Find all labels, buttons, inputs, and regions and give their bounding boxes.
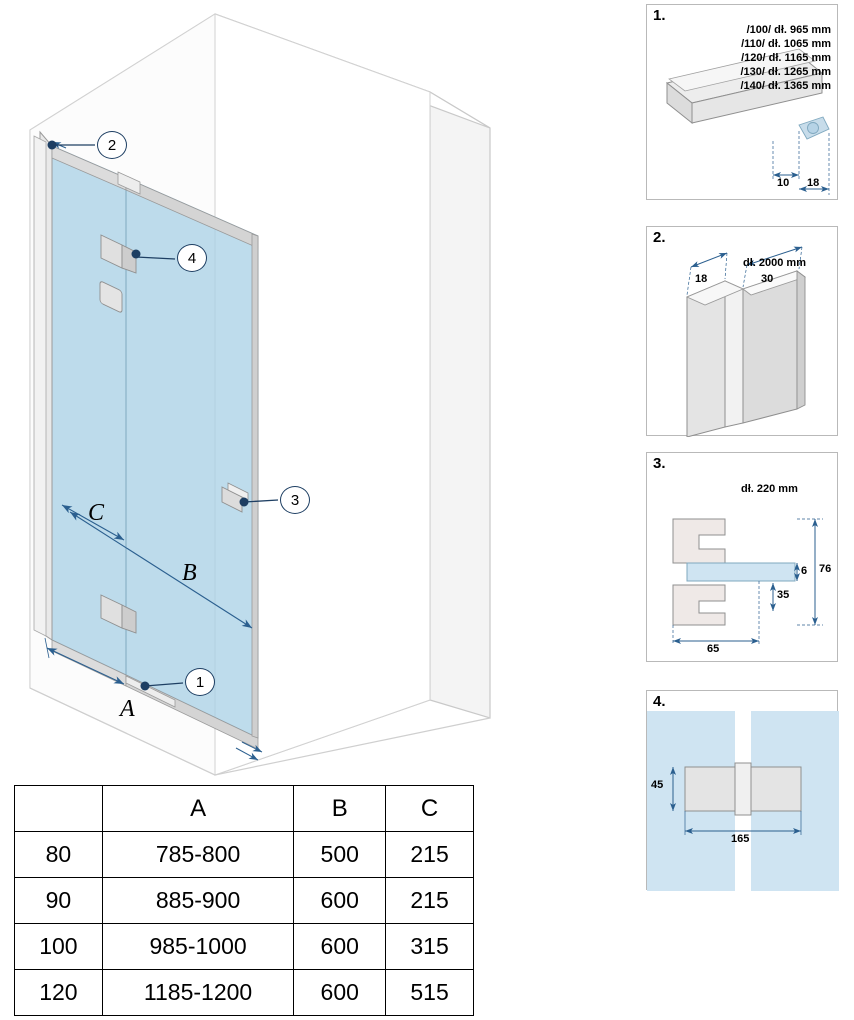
row-3-a: 1185-1200 xyxy=(102,970,294,1016)
callout-3-label: 3 xyxy=(290,491,300,509)
row-1-size: 90 xyxy=(15,878,103,924)
callout-4-label: 4 xyxy=(187,249,197,267)
detail-2-dim-18: 18 xyxy=(695,273,708,285)
detail-bracket xyxy=(646,452,838,662)
row-0-a: 785-800 xyxy=(102,832,294,878)
detail-2-dim-30: 30 xyxy=(761,273,774,285)
table-header-0 xyxy=(15,786,103,832)
detail-4-dim-165: 165 xyxy=(731,833,750,845)
table-row xyxy=(15,832,474,878)
dim-letter-a: A xyxy=(120,696,135,722)
detail-1-len-130: /130/ dł. 1265 mm xyxy=(740,66,831,78)
callout-4 xyxy=(177,244,207,272)
table-header-b: B xyxy=(294,786,386,832)
row-2-a: 985-1000 xyxy=(102,924,294,970)
detail-profile-rail xyxy=(646,4,838,200)
detail-1-length-list xyxy=(741,23,832,93)
detail-3-number: 3. xyxy=(653,455,666,472)
table-row xyxy=(15,878,474,924)
dim-letter-c: C xyxy=(88,500,105,526)
detail-2-length: dł. 2000 mm xyxy=(743,257,806,269)
detail-3-length: dł. 220 mm xyxy=(741,483,798,495)
row-1-b: 600 xyxy=(294,878,386,924)
row-2-size: 100 xyxy=(15,924,103,970)
dim-letter-b: B xyxy=(182,560,197,586)
detail-wall-profile xyxy=(646,226,838,436)
detail-4-number: 4. xyxy=(653,693,666,710)
callout-3 xyxy=(280,486,310,514)
row-0-b: 500 xyxy=(294,832,386,878)
callout-2-label: 2 xyxy=(107,136,117,154)
size-table xyxy=(14,785,474,1016)
detail-1-len-120: /120/ dł. 1165 mm xyxy=(741,52,831,64)
row-0-c: 215 xyxy=(386,832,474,878)
row-1-c: 215 xyxy=(386,878,474,924)
detail-3-dim-65: 65 xyxy=(707,643,720,655)
callout-1-label: 1 xyxy=(195,673,205,691)
detail-1-dim-18: 18 xyxy=(807,177,820,189)
detail-1-len-100: /100/ dł. 965 mm xyxy=(746,24,831,36)
table-row xyxy=(15,924,474,970)
row-3-b: 600 xyxy=(294,970,386,1016)
table-row xyxy=(15,970,474,1016)
row-3-c: 515 xyxy=(386,970,474,1016)
detail-1-len-140: /140/ dł. 1365 mm xyxy=(740,80,831,92)
table-header-row xyxy=(15,786,474,832)
detail-hinge xyxy=(646,690,838,890)
row-1-a: 885-900 xyxy=(102,878,294,924)
detail-3-dim-35: 35 xyxy=(777,589,790,601)
row-0-size: 80 xyxy=(15,832,103,878)
table-header-a: A xyxy=(102,786,294,832)
callout-2 xyxy=(97,131,127,159)
row-2-b: 600 xyxy=(294,924,386,970)
callout-1 xyxy=(185,668,215,696)
detail-1-dim-10: 10 xyxy=(777,177,790,189)
detail-3-dim-6: 6 xyxy=(801,565,808,577)
detail-1-len-110: /110/ dł. 1065 mm xyxy=(741,38,831,50)
row-3-size: 120 xyxy=(15,970,103,1016)
detail-3-dim-76: 76 xyxy=(819,563,832,575)
detail-2-number: 2. xyxy=(653,229,666,246)
table-header-c: C xyxy=(386,786,474,832)
row-2-c: 315 xyxy=(386,924,474,970)
detail-4-dim-45: 45 xyxy=(651,779,664,791)
detail-1-number: 1. xyxy=(653,7,666,24)
